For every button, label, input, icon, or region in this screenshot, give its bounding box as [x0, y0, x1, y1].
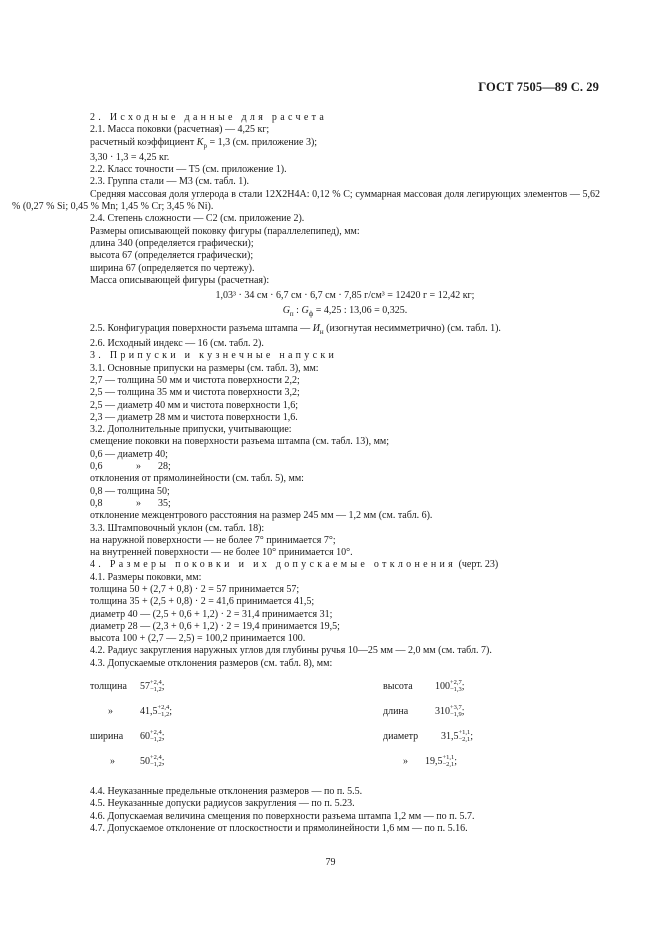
text-line: высота 100 + (2,7 — 2,5) = 100,2 принимается 100. [90, 633, 306, 645]
text-line: 2.2. Класс точности — Т5 (см. приложение 1). [90, 164, 287, 176]
text-line: 2,5 — толщина 35 мм и чистота поверхности 3,2; [90, 387, 300, 399]
text-line: 0,8 » 35; [90, 497, 171, 509]
section-4-heading: 4. Размеры поковки и их допускаемые отклонения (черт. 23) [90, 559, 499, 571]
text-line: 4.2. Радиус закругления наружных углов для глубины ручья 10—25 мм — 2,0 мм (см. табл. 7). [90, 645, 492, 657]
text-line: 2.6. Исходный индекс — 16 (см. табл. 2). [90, 338, 264, 350]
section-2-heading: 2. Исходные данные для расчета [90, 112, 328, 123]
text-line: смещение поковки на поверхности разъема штампа (см. табл. 13), мм; [90, 436, 390, 448]
tolerance-row: » 50 +2,4 −1,2 ; » 19,5 +1,1 −2,1 ; [110, 754, 458, 768]
text-line: 3.3. Штамповочный уклон (см. табл. 18): [90, 522, 265, 534]
text-line: длина 340 (определяется графически); [90, 237, 254, 249]
text-line: 0,6 » 28; [90, 461, 171, 473]
text-line: 2.4. Степень сложности — С2 (см. приложение 2). [90, 213, 305, 225]
text-paragraph: Средняя массовая доля углерода в стали 12Х2Н4А: 0,12 % С; суммарная массовая доля легирующих элементов — 5,62 % (0,27 % Si; 0,45 % Mn; 1,45 % Cr; 3,45 % Ni). [12, 188, 600, 213]
text-line: 4.5. Неуказанные допуски радиусов закругления — по п. 5.23. [90, 798, 355, 810]
text-line: 3.2. Дополнительные припуски, учитывающие: [90, 424, 292, 436]
text-line: диаметр 40 — (2,5 + 0,6 + 1,2) · 2 = 31,4 принимается 31; [90, 608, 333, 620]
text-line: высота 67 (определяется графически); [90, 250, 254, 262]
text-line: толщина 35 + (2,5 + 0,8) · 2 = 41,6 принимается 41,5; [90, 596, 315, 608]
text-line: Размеры описывающей поковку фигуры (параллелепипед), мм: [90, 225, 360, 237]
text-line: отклонение межцентрового расстояния на размер 245 мм — 1,2 мм (см. табл. 6). [90, 510, 433, 522]
text-line: 4.3. Допускаемые отклонения размеров (см. табл. 8), мм: [90, 657, 333, 669]
text-line: 2.5. Конфигурация поверхности разъема штампа — $И_н$ (изогнутая несимметрично) (см. табл. 1). [90, 322, 501, 336]
text-line: толщина 50 + (2,7 + 0,8) · 2 = 57 принимается 57; [90, 583, 300, 595]
tolerance-row: толщина 57 +2,4 −1,2 ; высота 100 +2,7 −1,3 ; [90, 679, 465, 693]
page-number: 79 [325, 857, 336, 868]
page-body [12, 112, 600, 835]
tolerance-table [90, 680, 600, 780]
text-line: 4.6. Допускаемая величина смещения по поверхности разъема штампа 1,2 мм — по п. 5.7. [90, 810, 475, 822]
text-line: на внутренней поверхности — не более 10° принимается 10°. [90, 547, 353, 559]
text-line: 3,30 · 1,3 = 4,25 кг. [90, 151, 170, 163]
text-line: 3.1. Основные припуски на размеры (см. табл. 3), мм: [90, 362, 319, 374]
tolerance-row: » 41,5 +2,4 −1,2 ; длина 310 +3,7 −1,9 ; [108, 704, 465, 718]
text-line: 2,3 — диаметр 28 мм и чистота поверхности 1,6. [90, 411, 298, 423]
section-3-heading: 3. Припуски и кузнечные напуски [90, 350, 338, 362]
tolerance-row: ширина 60 +2,4 −1,2 ; диаметр 31,5 +1,1 −2,1 ; [90, 729, 474, 743]
text-line: Масса описывающей фигуры (расчетная): [90, 274, 270, 286]
formula-mass: 1,03³ · 34 см · 6,7 см · 6,7 см · 7,85 г/см³ = 12420 г = 12,42 кг; [215, 290, 475, 302]
text-line: 4.1. Размеры поковки, мм: [90, 571, 202, 583]
text-line: отклонения от прямолинейности (см. табл. 5), мм: [90, 473, 304, 485]
text-line: 4.4. Неуказанные предельные отклонения размеров — по п. 5.5. [90, 786, 363, 798]
text-line: ширина 67 (определяется по чертежу). [90, 262, 255, 274]
text-line: 2,5 — диаметр 40 мм и чистота поверхности 1,6; [90, 399, 298, 411]
text-line: 2,7 — толщина 50 мм и чистота поверхности 2,2; [90, 374, 300, 386]
text-line: 2.3. Группа стали — М3 (см. табл. 1). [90, 176, 250, 188]
text-line: 4.7. Допускаемое отклонение от плоскостности и прямолинейности 1,6 мм — по п. 5.16. [90, 822, 468, 834]
formula-ratio: $G_п$ : $G_ф = 4,25$ : 13,06 = 0,325. [282, 305, 408, 319]
text-line: 2.1. Масса поковки (расчетная) — 4,25 кг; [90, 124, 270, 136]
document-header: ГОСТ 7505—89 С. 29 [478, 80, 599, 94]
text-line: на наружной поверхности — не более 7° принимается 7°; [90, 534, 336, 546]
text-line: диаметр 28 — (2,3 + 0,6 + 1,2) · 2 = 19,4 принимается 19,5; [90, 620, 340, 632]
text-line: 0,6 — диаметр 40; [90, 448, 168, 460]
text-line: 0,8 — толщина 50; [90, 485, 170, 497]
text-line: расчетный коэффициент $K_р = 1,3$ (см. приложение 3); [90, 136, 318, 150]
